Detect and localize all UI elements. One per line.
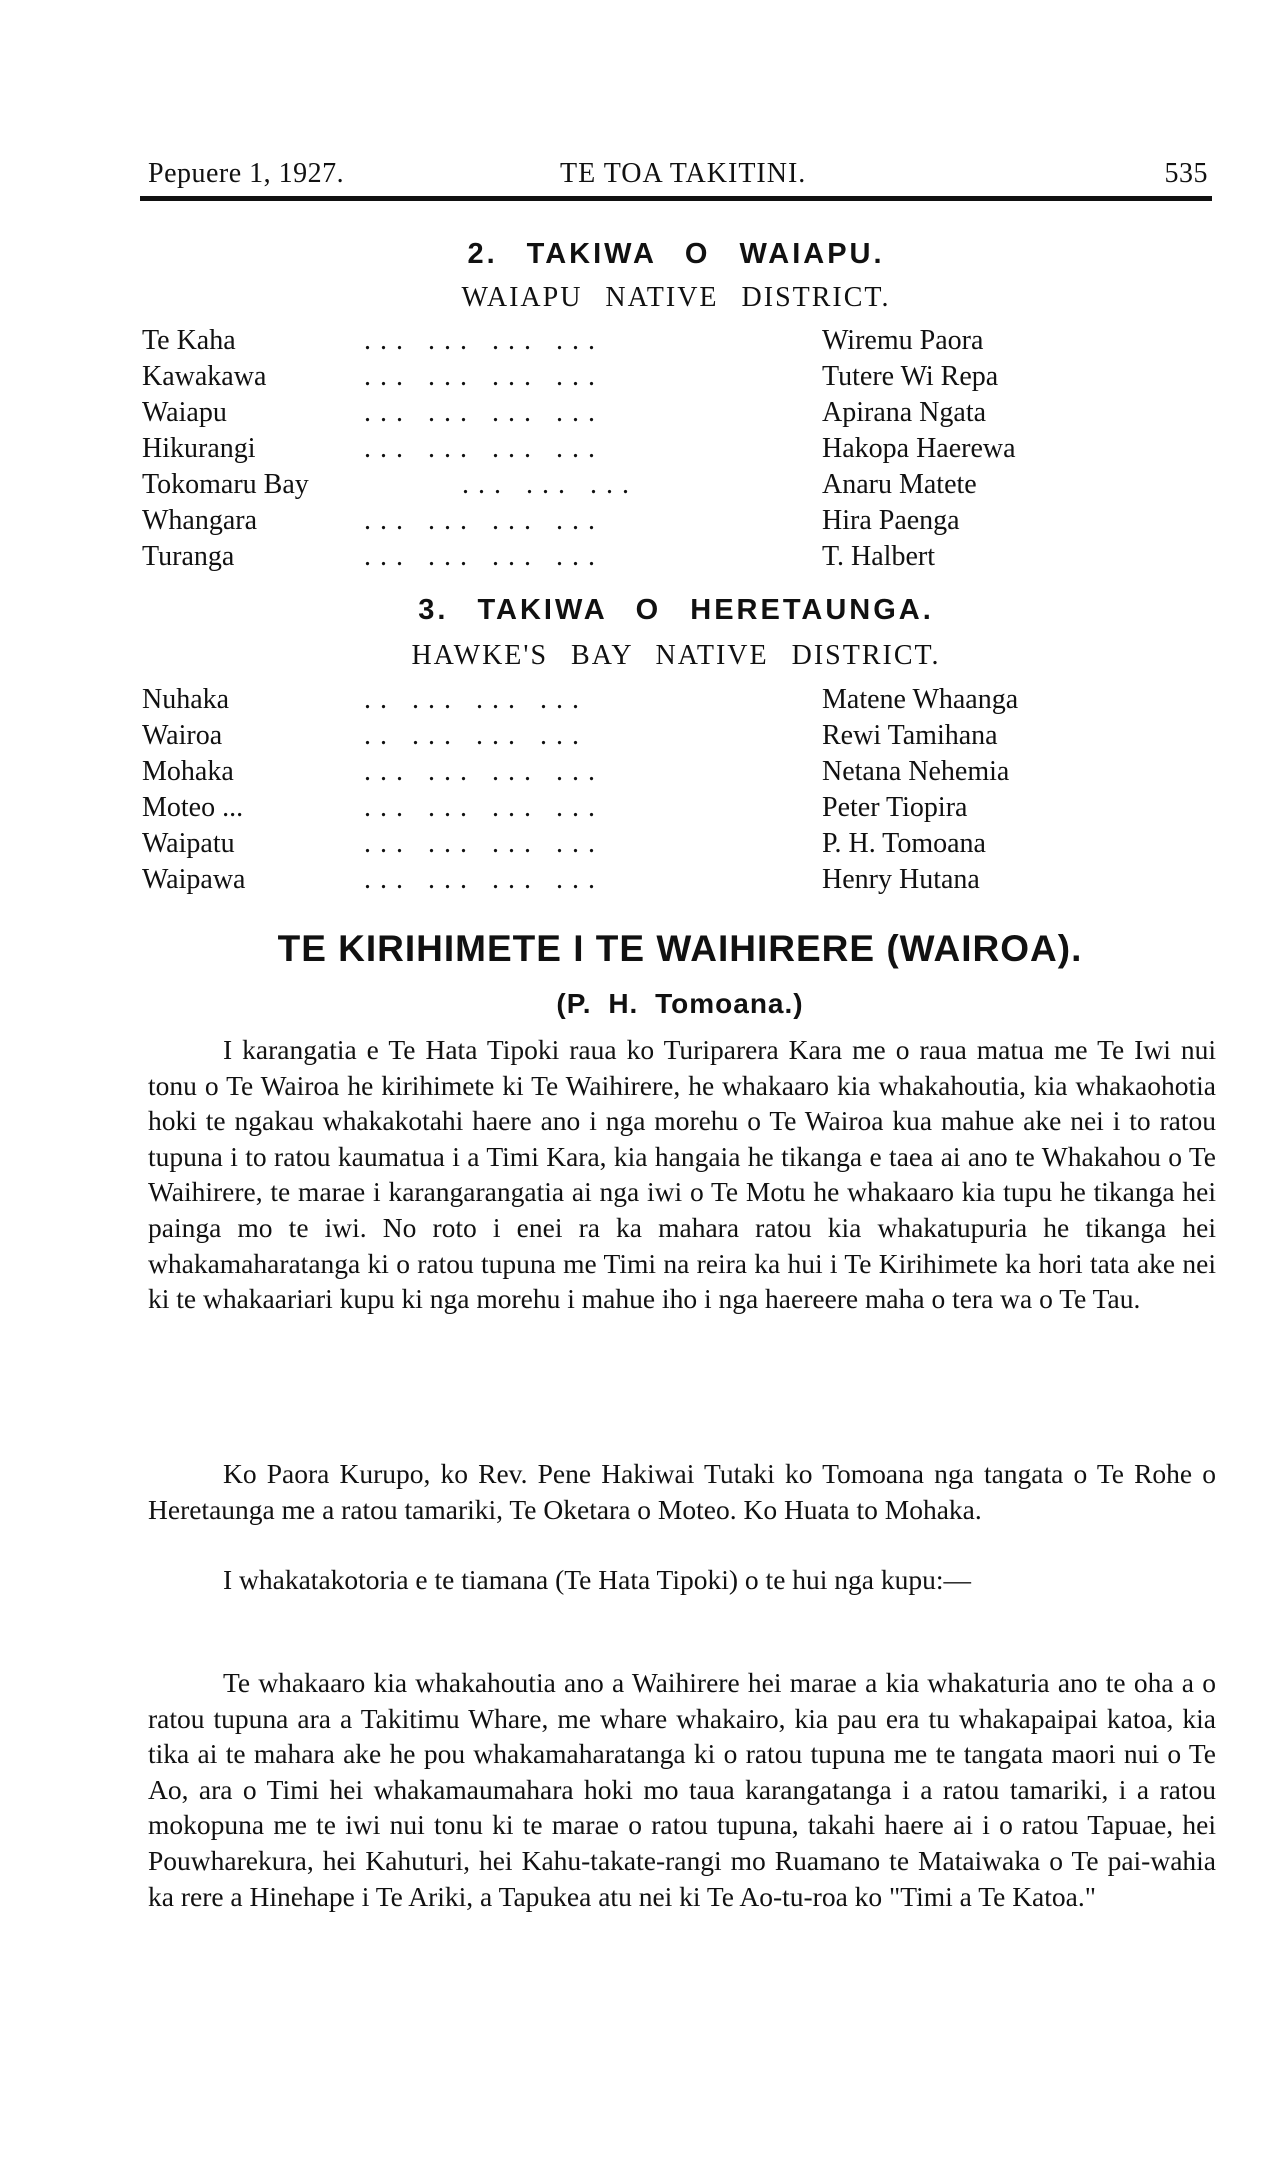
section-3-heading: 3. TAKIWA O HERETAUNGA. (418, 594, 934, 626)
entry-place: Waipawa (142, 864, 246, 895)
entry-place: Mohaka (142, 756, 234, 787)
entry-person: Wiremu Paora (822, 325, 984, 356)
leader-dots: .. ... ... ... (364, 720, 588, 751)
entry-place: Tokomaru Bay (142, 469, 309, 500)
leader-dots: ... ... ... ... (364, 397, 604, 428)
article-paragraph: Ko Paora Kurupo, ko Rev. Pene Hakiwai Tutaki ko Tomoana nga tangata o Te Rohe o Heretaunga me a ratou tamariki, Te Oketara o Moteo. Ko Huata to Mohaka. (148, 1458, 1216, 1525)
entry-place: Hikurangi (142, 433, 256, 464)
district-entry (142, 397, 1222, 433)
entry-place: Turanga (142, 541, 235, 572)
district-entry (142, 792, 1222, 828)
entry-person: T. Halbert (822, 541, 935, 572)
page-number: 535 (1164, 158, 1208, 189)
article-paragraph: I whakatakotoria e te tiamana (Te Hata Tipoki) o te hui nga kupu:— (223, 1564, 972, 1595)
article-paragraph: I karangatia e Te Hata Tipoki raua ko Turiparera Kara me o raua matua me Te Iwi nui tonu o Te Wairoa he kirihimete ki Te Waihirere, he whakaaro kia whakahoutia, kia whakaohotia hoki te ngakau whakakotahi haere ano i nga morehu o Te Wairoa kua mahue ake nei i to ratou tupuna i to ratou kaumatua i a Timi Kara, kia hangaia he tikanga e taea ai ano te Whakahou o Te Waihirere, te marae i karangarangatia ai nga iwi o Te Motu he whakaaro kia tupu he tikanga hei painga mo te iwi. No roto i enei ra ka mahara ratou kia whakatupuria he tikanga hei whakamaharatanga ki o ratou tupuna me Timi na reira ka hui i Te Kirihimete ka hori tata ake nei ki te whakaariari kupu ki nga morehu i mahue iho i nga haereere maha o tera wa o Te Tau. (148, 1034, 1216, 1315)
entry-person: Apirana Ngata (822, 397, 987, 428)
entry-person: Peter Tiopira (822, 792, 968, 823)
entry-person: Hakopa Haerewa (822, 433, 1016, 464)
leader-dots: ... ... ... ... (364, 433, 604, 464)
article-title: TE KIRIHIMETE I TE WAIHIRERE (WAIROA). (277, 928, 1083, 969)
district-entry (142, 325, 1222, 361)
leader-dots: ... ... ... ... (364, 864, 604, 895)
district-entry (142, 720, 1222, 756)
header-rule (140, 196, 1212, 201)
leader-dots: ... ... ... ... (364, 792, 604, 823)
entry-person: P. H. Tomoana (822, 828, 986, 859)
leader-dots: ... ... ... (462, 469, 638, 500)
running-header (148, 158, 1208, 194)
section-2-heading: 2. TAKIWA O WAIAPU. (467, 238, 885, 270)
entry-place: Waiapu (142, 397, 227, 428)
district-entry (142, 469, 1222, 505)
article-paragraph: Te whakaaro kia whakahoutia ano a Waihirere hei marae a kia whakaturia ano te oha a o ratou tupuna ara a Takitimu Whare, me whare whakairo, kia pau era tu whakapaipai katoa, kia tika ai te mahara ake he pou whakamaharatanga ki o ratou tupuna me te tangata maori nui o Te Ao, ara o Timi hei whakamaumahara hoki mo taua karangatanga i a ratou tamariki, i a ratou mokopuna me te iwi nui tonu ki te marae o ratou tupuna, takahi haere ai i o ratou Tapuae, hei Pouwharekura, hei Kahuturi, hei Kahu-takate-rangi mo Ruamano te Mataiwaka o Te pai-wahia ka rere a Hinehape i Te Ariki, a Tapukea atu nei ki Te Ao-tu-roa ko "Timi a Te Katoa." (148, 1667, 1216, 1912)
district-entry (142, 756, 1222, 792)
entry-person: Anaru Matete (822, 469, 977, 500)
entry-person: Tutere Wi Repa (822, 361, 999, 392)
leader-dots: .. ... ... ... (364, 684, 588, 715)
entry-person: Matene Whaanga (822, 684, 1019, 715)
entry-person: Henry Hutana (822, 864, 980, 895)
entry-place: Te Kaha (142, 325, 236, 356)
district-entry (142, 684, 1222, 720)
entry-place: Waipatu (142, 828, 235, 859)
district-entry (142, 505, 1222, 541)
leader-dots: ... ... ... ... (364, 361, 604, 392)
leader-dots: ... ... ... ... (364, 325, 604, 356)
district-entry (142, 864, 1222, 900)
entry-person: Hira Paenga (822, 505, 960, 536)
header-date: Pepuere 1, 1927. (148, 158, 345, 189)
entry-place: Wairoa (142, 720, 223, 751)
leader-dots: ... ... ... ... (364, 756, 604, 787)
section-2-subheading: WAIAPU NATIVE DISTRICT. (461, 282, 891, 313)
section-3-subheading: HAWKE'S BAY NATIVE DISTRICT. (411, 640, 941, 671)
leader-dots: ... ... ... ... (364, 541, 604, 572)
entry-place: Kawakawa (142, 361, 267, 392)
entry-place: Nuhaka (142, 684, 230, 715)
header-title: TE TOA TAKITINI. (560, 158, 807, 189)
entry-person: Rewi Tamihana (822, 720, 998, 751)
district-entry (142, 828, 1222, 864)
entry-person: Netana Nehemia (822, 756, 1010, 787)
entry-place: Whangara (142, 505, 258, 536)
leader-dots: ... ... ... ... (364, 505, 604, 536)
article-author: (P. H. Tomoana.) (556, 988, 804, 1019)
district-entry (142, 541, 1222, 577)
leader-dots: ... ... ... ... (364, 828, 604, 859)
entry-place: Moteo ... (142, 792, 244, 823)
district-entry (142, 361, 1222, 397)
district-entry (142, 433, 1222, 469)
